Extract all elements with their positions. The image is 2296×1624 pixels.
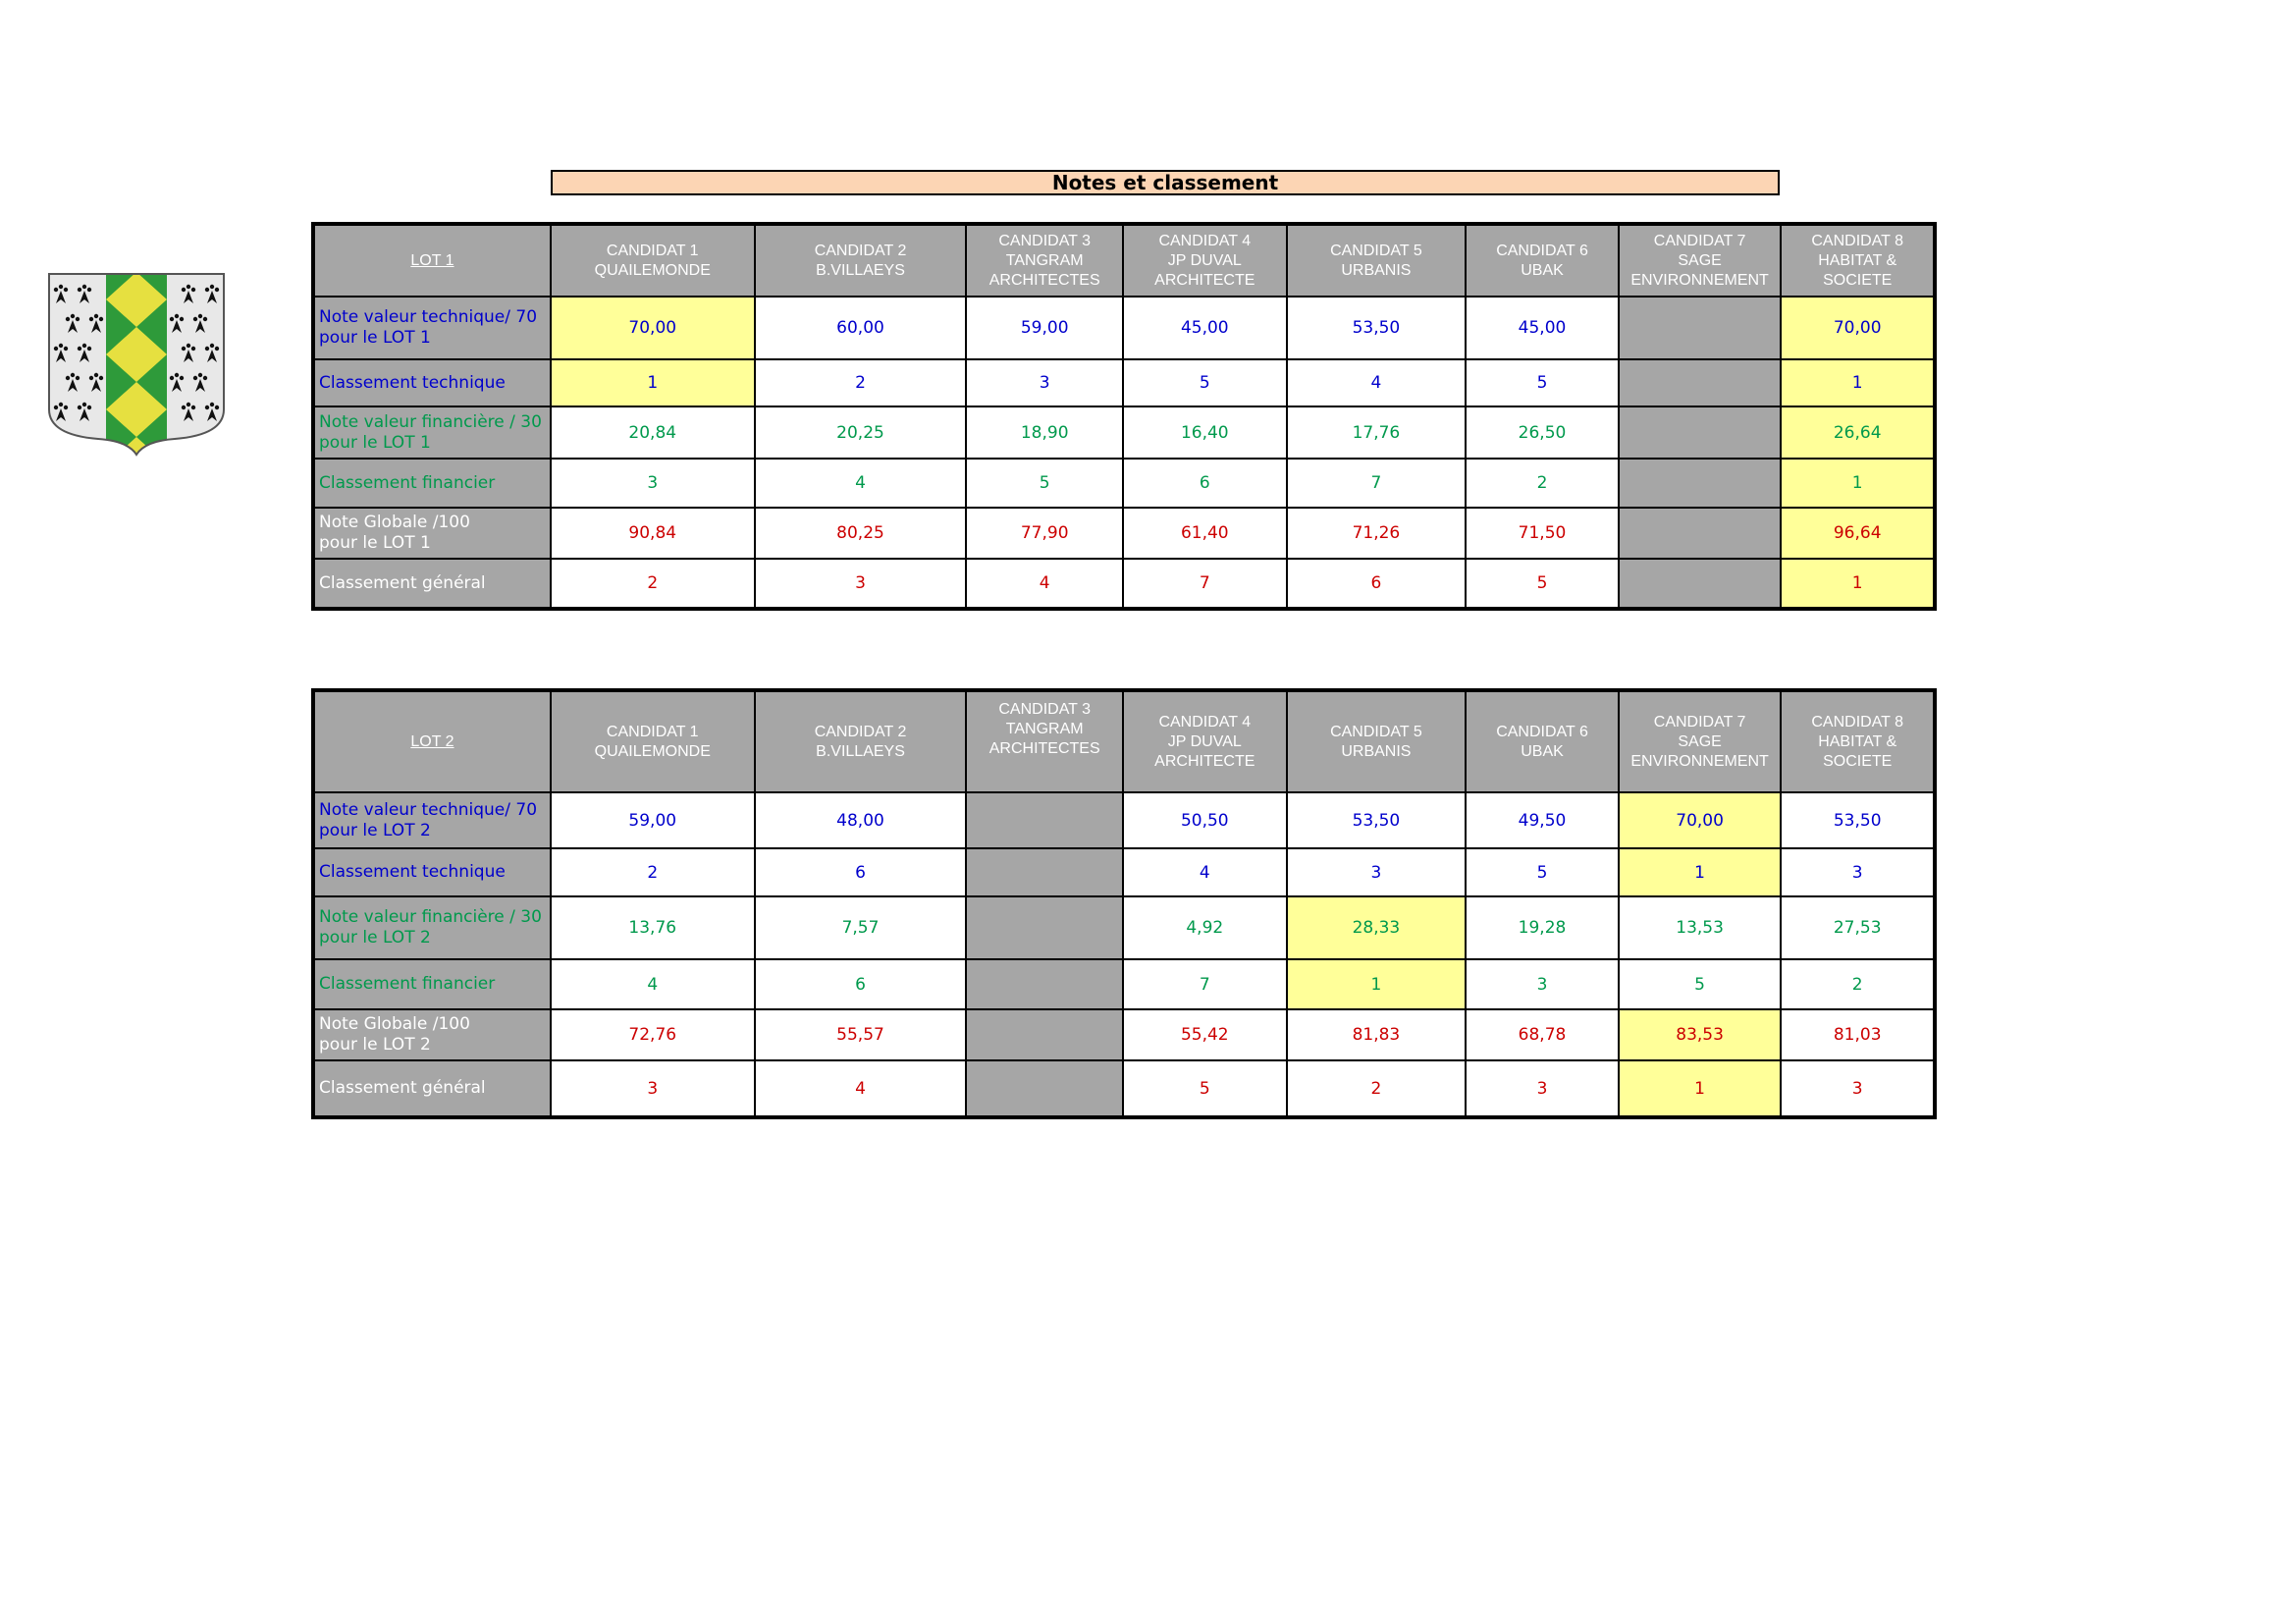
row-label: Note valeur financière / 30 pour le LOT 2 bbox=[313, 896, 551, 959]
lot-label: LOT 2 bbox=[313, 690, 551, 792]
score-cell: 4 bbox=[755, 459, 967, 508]
score-cell: 18,90 bbox=[966, 406, 1123, 459]
row-label: Note valeur financière / 30 pour le LOT 1 bbox=[313, 406, 551, 459]
score-cell: 1 bbox=[1781, 459, 1935, 508]
score-cell: 5 bbox=[1123, 1060, 1287, 1117]
score-cell: 48,00 bbox=[755, 792, 967, 848]
score-cell: 4 bbox=[1287, 359, 1467, 406]
score-cell: 28,33 bbox=[1287, 896, 1467, 959]
score-cell: 3 bbox=[1466, 959, 1619, 1009]
score-cell: 59,00 bbox=[551, 792, 755, 848]
score-cell bbox=[966, 1009, 1123, 1060]
candidate-header: CANDIDAT 8 HABITAT & SOCIETE bbox=[1781, 224, 1935, 297]
score-cell: 20,84 bbox=[551, 406, 755, 459]
score-cell: 70,00 bbox=[1781, 297, 1935, 359]
score-cell: 6 bbox=[1287, 559, 1467, 609]
score-cell: 90,84 bbox=[551, 508, 755, 559]
score-cell: 5 bbox=[1123, 359, 1287, 406]
candidate-header: CANDIDAT 1 QUAILEMONDE bbox=[551, 224, 755, 297]
candidate-header: CANDIDAT 6 UBAK bbox=[1466, 224, 1619, 297]
score-cell: 5 bbox=[1619, 959, 1782, 1009]
lot1-table bbox=[311, 222, 1937, 611]
score-cell bbox=[966, 792, 1123, 848]
score-cell: 3 bbox=[1781, 1060, 1935, 1117]
score-cell: 13,53 bbox=[1619, 896, 1782, 959]
candidate-header: CANDIDAT 4 JP DUVAL ARCHITECTE bbox=[1123, 224, 1287, 297]
row-label: Note valeur technique/ 70 pour le LOT 2 bbox=[313, 792, 551, 848]
candidate-header: CANDIDAT 2 B.VILLAEYS bbox=[755, 690, 967, 792]
global-rank-row bbox=[313, 559, 1935, 609]
score-cell: 83,53 bbox=[1619, 1009, 1782, 1060]
technical-rank-row bbox=[313, 848, 1935, 896]
score-cell: 80,25 bbox=[755, 508, 967, 559]
row-label: Classement technique bbox=[313, 359, 551, 406]
score-cell bbox=[966, 1060, 1123, 1117]
score-cell: 6 bbox=[755, 848, 967, 896]
score-cell: 45,00 bbox=[1123, 297, 1287, 359]
score-cell: 1 bbox=[1619, 848, 1782, 896]
technical-rank-row bbox=[313, 359, 1935, 406]
score-cell: 50,50 bbox=[1123, 792, 1287, 848]
score-cell: 71,50 bbox=[1466, 508, 1619, 559]
score-cell bbox=[1619, 459, 1782, 508]
candidate-header: CANDIDAT 3 TANGRAM ARCHITECTES bbox=[966, 690, 1123, 792]
coat-of-arms-icon bbox=[47, 272, 226, 457]
score-cell: 49,50 bbox=[1466, 792, 1619, 848]
score-cell: 53,50 bbox=[1287, 792, 1467, 848]
row-label: Note Globale /100 pour le LOT 2 bbox=[313, 1009, 551, 1060]
candidate-header: CANDIDAT 7 SAGE ENVIRONNEMENT bbox=[1619, 224, 1782, 297]
score-cell: 72,76 bbox=[551, 1009, 755, 1060]
page-title: Notes et classement bbox=[551, 170, 1780, 195]
score-cell: 7 bbox=[1123, 959, 1287, 1009]
score-cell: 19,28 bbox=[1466, 896, 1619, 959]
candidate-header: CANDIDAT 8 HABITAT & SOCIETE bbox=[1781, 690, 1935, 792]
candidate-header: CANDIDAT 1 QUAILEMONDE bbox=[551, 690, 755, 792]
score-cell bbox=[1619, 559, 1782, 609]
score-cell: 2 bbox=[1781, 959, 1935, 1009]
score-cell: 6 bbox=[1123, 459, 1287, 508]
score-cell: 68,78 bbox=[1466, 1009, 1619, 1060]
score-cell bbox=[966, 896, 1123, 959]
score-cell: 4 bbox=[1123, 848, 1287, 896]
score-cell bbox=[966, 959, 1123, 1009]
score-cell: 4 bbox=[755, 1060, 967, 1117]
score-cell: 7 bbox=[1123, 559, 1287, 609]
financial-rank-row bbox=[313, 959, 1935, 1009]
global-rank-row bbox=[313, 1060, 1935, 1117]
candidate-header: CANDIDAT 7 SAGE ENVIRONNEMENT bbox=[1619, 690, 1782, 792]
score-cell: 55,57 bbox=[755, 1009, 967, 1060]
candidate-header: CANDIDAT 3 TANGRAM ARCHITECTES bbox=[966, 224, 1123, 297]
score-cell: 2 bbox=[551, 559, 755, 609]
score-cell: 77,90 bbox=[966, 508, 1123, 559]
candidate-header: CANDIDAT 5 URBANIS bbox=[1287, 690, 1467, 792]
score-cell: 5 bbox=[966, 459, 1123, 508]
score-cell: 3 bbox=[966, 359, 1123, 406]
score-cell bbox=[1619, 297, 1782, 359]
score-cell: 20,25 bbox=[755, 406, 967, 459]
score-cell: 59,00 bbox=[966, 297, 1123, 359]
score-cell bbox=[1619, 508, 1782, 559]
financial-score-row bbox=[313, 406, 1935, 459]
financial-score-row bbox=[313, 896, 1935, 959]
score-cell: 17,76 bbox=[1287, 406, 1467, 459]
score-cell: 3 bbox=[551, 1060, 755, 1117]
score-cell: 27,53 bbox=[1781, 896, 1935, 959]
financial-rank-row bbox=[313, 459, 1935, 508]
score-cell: 81,03 bbox=[1781, 1009, 1935, 1060]
candidate-header: CANDIDAT 6 UBAK bbox=[1466, 690, 1619, 792]
row-label: Classement financier bbox=[313, 459, 551, 508]
score-cell: 1 bbox=[1781, 359, 1935, 406]
row-label: Note valeur technique/ 70 pour le LOT 1 bbox=[313, 297, 551, 359]
score-cell: 5 bbox=[1466, 848, 1619, 896]
score-cell: 3 bbox=[1466, 1060, 1619, 1117]
lot-label: LOT 1 bbox=[313, 224, 551, 297]
score-cell: 71,26 bbox=[1287, 508, 1467, 559]
score-cell: 55,42 bbox=[1123, 1009, 1287, 1060]
score-cell: 7 bbox=[1287, 459, 1467, 508]
score-cell: 53,50 bbox=[1781, 792, 1935, 848]
score-cell bbox=[1619, 406, 1782, 459]
score-cell: 60,00 bbox=[755, 297, 967, 359]
score-cell: 81,83 bbox=[1287, 1009, 1467, 1060]
score-cell: 53,50 bbox=[1287, 297, 1467, 359]
score-cell: 3 bbox=[1287, 848, 1467, 896]
score-cell: 2 bbox=[1466, 459, 1619, 508]
score-cell: 2 bbox=[551, 848, 755, 896]
score-cell: 4 bbox=[966, 559, 1123, 609]
score-cell: 2 bbox=[1287, 1060, 1467, 1117]
header-row bbox=[313, 224, 1935, 297]
score-cell: 1 bbox=[1619, 1060, 1782, 1117]
header-row bbox=[313, 690, 1935, 792]
score-cell: 26,64 bbox=[1781, 406, 1935, 459]
score-cell: 5 bbox=[1466, 559, 1619, 609]
score-cell bbox=[966, 848, 1123, 896]
score-cell: 4,92 bbox=[1123, 896, 1287, 959]
score-cell: 26,50 bbox=[1466, 406, 1619, 459]
row-label: Classement général bbox=[313, 1060, 551, 1117]
score-cell: 61,40 bbox=[1123, 508, 1287, 559]
technical-score-row bbox=[313, 792, 1935, 848]
score-cell: 70,00 bbox=[1619, 792, 1782, 848]
row-label: Classement financier bbox=[313, 959, 551, 1009]
score-cell: 5 bbox=[1466, 359, 1619, 406]
technical-score-row bbox=[313, 297, 1935, 359]
score-cell: 7,57 bbox=[755, 896, 967, 959]
score-cell: 1 bbox=[1781, 559, 1935, 609]
score-cell: 4 bbox=[551, 959, 755, 1009]
candidate-header: CANDIDAT 2 B.VILLAEYS bbox=[755, 224, 967, 297]
score-cell: 2 bbox=[755, 359, 967, 406]
score-cell: 1 bbox=[551, 359, 755, 406]
score-cell: 6 bbox=[755, 959, 967, 1009]
score-cell: 1 bbox=[1287, 959, 1467, 1009]
score-cell: 3 bbox=[755, 559, 967, 609]
score-cell: 3 bbox=[1781, 848, 1935, 896]
score-cell: 96,64 bbox=[1781, 508, 1935, 559]
score-cell: 70,00 bbox=[551, 297, 755, 359]
row-label: Note Globale /100 pour le LOT 1 bbox=[313, 508, 551, 559]
score-cell: 3 bbox=[551, 459, 755, 508]
row-label: Classement technique bbox=[313, 848, 551, 896]
global-score-row bbox=[313, 1009, 1935, 1060]
score-cell bbox=[1619, 359, 1782, 406]
candidate-header: CANDIDAT 4 JP DUVAL ARCHITECTE bbox=[1123, 690, 1287, 792]
score-cell: 16,40 bbox=[1123, 406, 1287, 459]
global-score-row bbox=[313, 508, 1935, 559]
candidate-header: CANDIDAT 5 URBANIS bbox=[1287, 224, 1467, 297]
score-cell: 45,00 bbox=[1466, 297, 1619, 359]
lot2-table bbox=[311, 688, 1937, 1119]
score-cell: 13,76 bbox=[551, 896, 755, 959]
row-label: Classement général bbox=[313, 559, 551, 609]
